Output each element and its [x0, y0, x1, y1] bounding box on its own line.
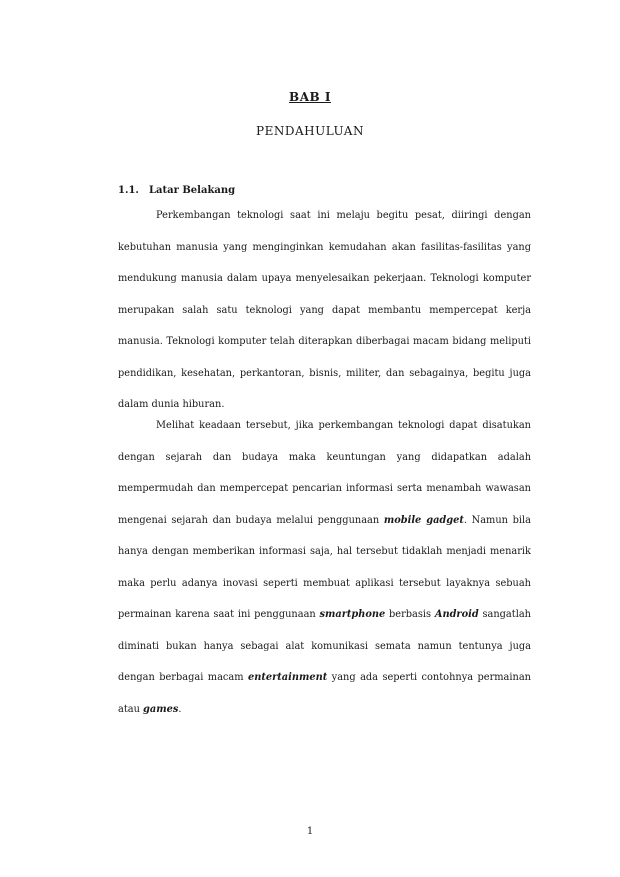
term-smartphone: smartphone: [319, 609, 386, 620]
section-heading: [118, 185, 235, 196]
chapter-title: PENDAHULUAN: [256, 124, 364, 138]
term-mobile-gadget: mobile gadget: [383, 514, 464, 526]
page-number: 1: [306, 826, 314, 837]
paragraph-2-part6: .: [178, 703, 182, 715]
paragraph-2-part2: . Namun bila hanya dengan memberikan informasi saja, hal tersebut tidaklah menjadi menarik maka perlu adanya inovasi seperti membuat aplikasi tersebut layaknya sebuah permainan karena saat ini penggunaan: [118, 514, 531, 620]
paragraph-1-text: Perkembangan teknologi saat ini melaju begitu pesat, diiringi dengan kebutuhan manusia yang menginginkan kemudahan akan fasilitas-fasilitas yang mendukung manusia dalam upaya menyelesaikan pekerjaan. Teknologi komputer merupakan salah satu teknologi yang dapat membantu mempercepat kerja manusia. Teknologi komputer telah diterapkan diberbagai macam bidang meliputi pendidikan, kesehatan, perkantoran, bisnis, militer, dan sebagainya, begitu juga dalam dunia hiburan.: [118, 210, 531, 410]
paragraph-2-text: [118, 410, 531, 725]
paragraph-2-part5: yang ada seperti contohnya permainan atau: [118, 672, 531, 715]
term-android: Android: [434, 609, 479, 620]
section-title: Latar Belakang: [149, 185, 236, 196]
term-entertainment: entertainment: [247, 672, 328, 683]
chapter-label: BAB I: [289, 90, 331, 104]
paragraph-2-part1: Melihat keadaan tersebut, jika perkembangan teknologi dapat disatukan dengan sejarah dan budaya maka keuntungan yang didapatkan adalah mempermudah dan mempercepat pencarian informasi serta menambah wawasan mengenai sejarah dan budaya melalui penggunaan: [118, 420, 531, 526]
paragraph-2-part4: sangatlah diminati bukan hanya sebagai alat komunikasi semata namun tentunya juga dengan berbagai macam: [118, 609, 531, 683]
paragraph-2-part3: berbasis: [385, 609, 435, 620]
paragraph-1: [118, 200, 531, 421]
section-number: 1.1.: [118, 185, 139, 196]
term-games: games: [143, 703, 179, 715]
paragraph-2: [118, 410, 531, 725]
